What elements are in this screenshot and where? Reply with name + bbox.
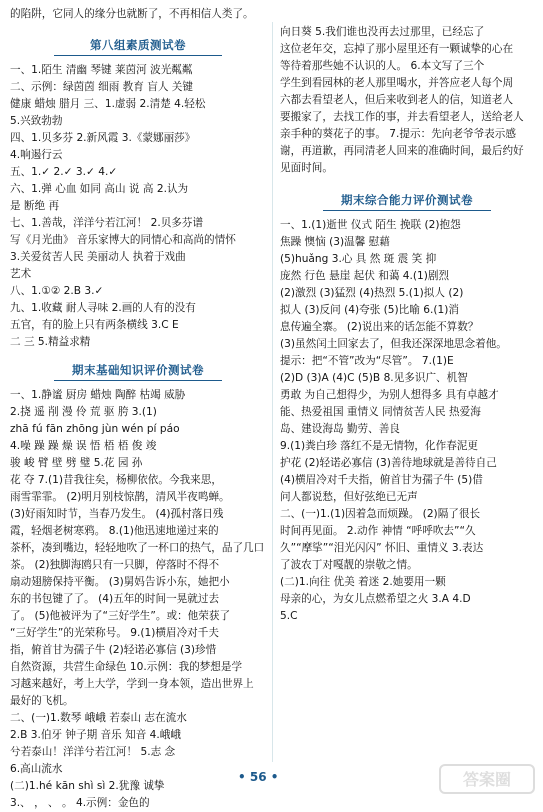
watermark-text: 答案圈 — [462, 770, 512, 789]
answer-line: 久”“摩挲”“泪光闪闪” 怀旧、重情义 3.表达 — [280, 542, 484, 554]
answer-line: 4.响遏行云 — [10, 149, 63, 161]
answer-line: 六都去看望老人，但后来收到老人的信，知道老人 — [280, 94, 514, 106]
answer-line: 了波农丁对嘎靓的崇敬之情。 — [280, 559, 418, 571]
answer-line: 七、1.善哉，洋洋兮若江河！ 2.贝多芬谱 — [10, 217, 204, 229]
section-title-final — [280, 191, 534, 211]
answer-line: (3)虽然闰土回家去了，但我还深深地思念着他。 — [280, 338, 507, 350]
answer-line: 4.噪 躁 躁 燥 误 悟 梧 梧 俊 竣 — [10, 440, 157, 452]
section-title-unit8-text: 第八组素质测试卷 — [90, 38, 186, 52]
answer-line: 五官，有的脸上只有两条横线 3.C E — [10, 319, 179, 331]
answer-line: 一、1.(1)逝世 仪式 陌生 挽联 (2)抱怨 — [280, 219, 461, 231]
answer-line: 艺术 — [10, 268, 32, 280]
answer-line: 最好的飞机。 — [10, 695, 74, 707]
answer-line: 亲手种的葵花子的事。 7.提示：先向老爷爷表示感 — [280, 128, 516, 140]
answer-line: 二、(一)1.(1)因着急而烦躁。 (2)隔了很长 — [280, 508, 481, 520]
answer-line: 拟人 (3)反问 (4)夸张 (5)比喻 6.(1)消 — [280, 304, 459, 316]
answer-line: 2.B 3.伯牙 钟子期 音乐 知音 4.峨峨 — [10, 729, 181, 741]
answer-line: 学生到看园林的老人那里喝水，并答应老人每个周 — [280, 77, 514, 89]
continued-answers — [280, 24, 534, 177]
answer-line: 勇敢 为自己想得少，为别人想得多 具有卓越才 — [280, 389, 499, 401]
answer-line: 五、1.✓ 2.✓ 3.✓ 4.✓ — [10, 166, 118, 178]
answer-line: 岛、建设海岛 勤劳、善良 — [280, 423, 400, 435]
answer-line: (3)好雨知时节，当春乃发生。 (4)孤村落日残 — [10, 508, 224, 520]
section-title-basic-text: 期末基础知识评价测试卷 — [72, 363, 204, 377]
answer-line: 谢，再道歉，再同清老人回来的准确时间，最后约好 — [280, 145, 524, 157]
answer-line: 庞然 行色 悬崖 起伏 和蔼 4.(1)剧烈 — [280, 270, 450, 282]
answer-line: 霞，轻烟老树寒鸦。 8.(1)他迅速地递过来的 — [10, 525, 219, 537]
answer-line: 母亲的心，为女儿点燃希望之火 3.A 4.D — [280, 593, 471, 605]
answer-line: (2)激烈 (3)猛烈 (4)热烈 5.(1)拟人 (2) — [280, 287, 464, 299]
page-number: • 56 • — [238, 770, 279, 784]
answer-line: 3.、 ， 、 。 4.示例：金色的 — [10, 797, 150, 809]
answer-line: 一、1.陌生 清幽 琴键 莱茵河 波光粼粼 — [10, 64, 193, 76]
answer-line: 5.C — [280, 610, 298, 622]
answer-line: 3.关爱贫苦人民 美丽动人 执着于戏曲 — [10, 251, 186, 263]
watermark-logo — [439, 764, 535, 794]
answer-line: 是 断绝 再 — [10, 200, 60, 212]
final-exam-answers — [280, 217, 534, 625]
answer-line: 六、1.弹 心血 如同 高山 说 高 2.认为 — [10, 183, 189, 195]
title-underline — [54, 380, 222, 381]
answer-line: 一、1.静谧 厨房 蜡烛 陶醉 枯竭 威胁 — [10, 389, 186, 401]
answer-line: 指，俯首甘为孺子牛 (2)轻诺必寡信 (3)珍惜 — [10, 644, 217, 656]
answer-line: zhā fú fān zhōng jùn wén pí páo — [10, 423, 180, 435]
answer-line: 花 夺 7.(1)昔我往矣，杨柳依依。今我来思， — [10, 474, 222, 486]
title-underline — [54, 55, 222, 56]
answer-line: (二)1.hé kān shì sì 2.犹豫 诚挚 — [10, 780, 165, 792]
section-title-basic — [10, 361, 266, 381]
answer-line: 焦躁 懊恼 (3)温馨 慰藉 — [280, 236, 390, 248]
answer-line: 见面时间。 — [280, 162, 333, 174]
section-title-unit8 — [10, 36, 266, 56]
answer-line: (5)huǎng 3.心 具 然 斑 震 笑 抑 — [280, 253, 437, 265]
continued-text-line: 的陷阱，它同人的缘分也就断了，不再相信人类了。 — [10, 8, 254, 20]
answer-line: 护花 (2)轻诺必寡信 (3)善待地球就是善待自己 — [280, 457, 497, 469]
answer-line: 2.挠 遥 削 漫 伶 荒 驱 胯 3.(1) — [10, 406, 157, 418]
answer-line: 自然资源，共营生命绿色 10.示例：我的梦想是学 — [10, 661, 243, 673]
answer-line: 6.高山流水 — [10, 763, 63, 775]
answer-line: 9.(1)粪白珍 落红不是无情物，化作春泥更 — [280, 440, 478, 452]
answer-line: 四、1.贝多芬 2.新风霞 3.《蒙娜丽莎》 — [10, 132, 196, 144]
answer-line: 提示：把“不管”改为“尽管”。 7.(1)E — [280, 355, 454, 367]
answer-line: (4)横眉冷对千夫指，俯首甘为孺子牛 (5)借 — [280, 474, 483, 486]
answer-line: 茶。 (2)独脚海鸥只有一只脚，停落时不得不 — [10, 559, 220, 571]
answer-line: 5.兴致勃勃 — [10, 115, 63, 127]
section-title-final-text: 期末综合能力评价测试卷 — [341, 193, 473, 207]
right-column — [280, 24, 534, 625]
title-underline — [323, 210, 491, 211]
answer-line: “三好学生”的光荣称号。 9.(1)横眉冷对千夫 — [10, 627, 219, 639]
unit8-answers — [10, 62, 266, 351]
column-divider — [272, 22, 273, 762]
basic-knowledge-answers — [10, 387, 266, 812]
answer-line: 扇动翅膀保持平衡。 (3)舅妈告诉小东，她把小 — [10, 576, 230, 588]
answer-line: (2)D (3)A (4)C (5)B 8.见多识广、机智 — [280, 372, 468, 384]
answer-line: 要搬家了，去找工作的事，并去看望老人，送给老人 — [280, 111, 524, 123]
answer-line: (二)1.向往 优美 着迷 2.她要用一颗 — [280, 576, 446, 588]
answer-line: 雨雪霏霏。 (2)明月别枝惊鹊，清风半夜鸣蝉。 — [10, 491, 230, 503]
answer-line: 向日葵 5.我们谁也没再去过那里，已经忘了 — [280, 26, 485, 38]
left-column — [10, 26, 266, 812]
answer-line: 九、1.收藏 耐人寻味 2.画的人有的没有 — [10, 302, 196, 314]
answer-line: 二、(一)1.数琴 峨峨 若泰山 志在流水 — [10, 712, 187, 724]
answer-line: 这位老年交，忘掉了那小屋里还有一颗诚挚的心在 — [280, 43, 514, 55]
answer-line: 八、1.①② 2.B 3.✓ — [10, 285, 104, 297]
answer-line: 问人都说愁，但好弦绝已无声 — [280, 491, 418, 503]
answer-line: 等待着那些她不认识的人。 6.本文写了三个 — [280, 60, 485, 72]
answer-line: 能、热爱祖国 重情义 同情贫苦人民 热爱海 — [280, 406, 481, 418]
answer-line: 兮若泰山！洋洋兮若江河！ 5.志 念 — [10, 746, 176, 758]
answer-line: 二、示例：绿茵茵 细雨 教育 盲人 关键 — [10, 81, 193, 93]
answer-line: 了。 (5)他被评为了“三好学生”。或：他荣获了 — [10, 610, 231, 622]
answer-line: 茶杯，凑到嘴边，轻轻地吹了一杯口的热气，品了几口 — [10, 542, 265, 554]
answer-line: 时间再见面。 2.动作 神情 “呼呼吹去”“久 — [280, 525, 476, 537]
answer-line: 息传遍全寨。 (2)说出来的话怎能不算数？ — [280, 321, 479, 333]
answer-line: 习越来越好，考上大学，学到一身本领，造出世界上 — [10, 678, 254, 690]
answer-line: 二 三 5.精益求精 — [10, 336, 91, 348]
answer-line: 健康 蜡烛 腊月 三、1.虚弱 2.清楚 4.轻松 — [10, 98, 206, 110]
answer-line: 东的书包键了了。 (4)五年的时间一晃就过去 — [10, 593, 220, 605]
answer-line: 写《月光曲》 音乐家博大的同情心和高尚的情怀 — [10, 234, 236, 246]
answer-line: 骏 峻 臂 壁 劈 璧 5.花 园 孙 — [10, 457, 143, 469]
